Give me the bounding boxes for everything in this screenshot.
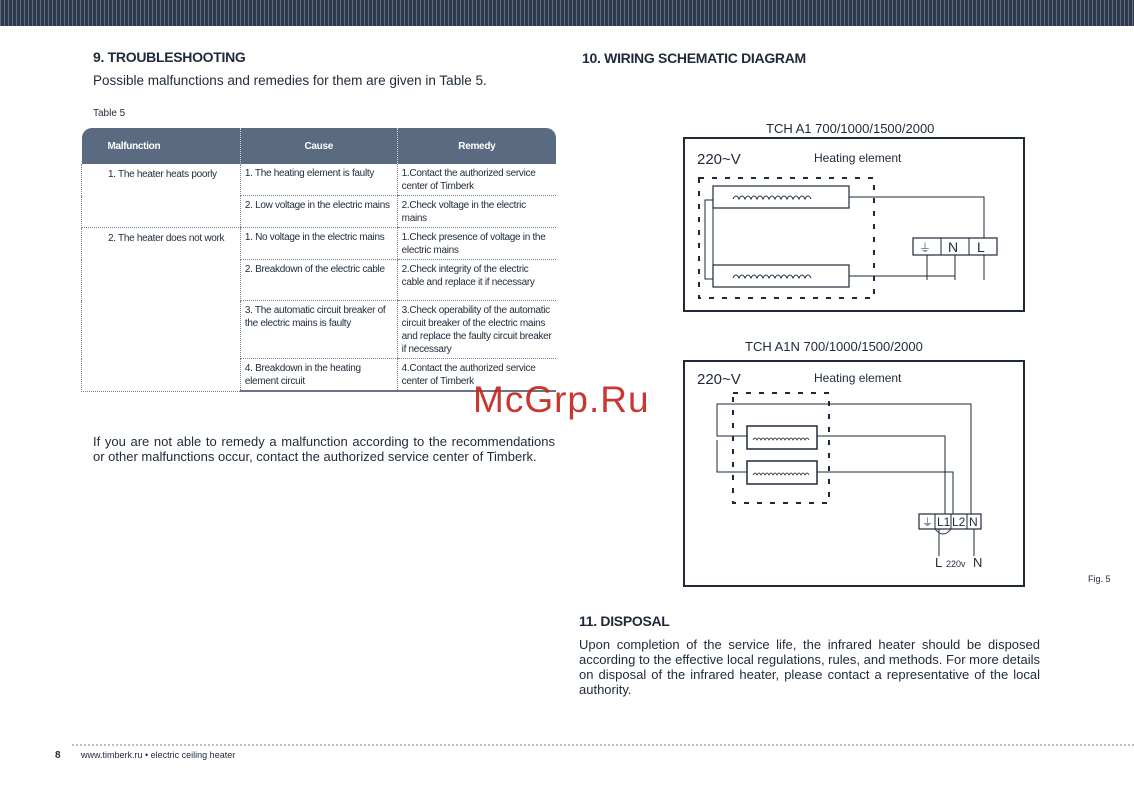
watermark-logo: McGrp.Ru (473, 379, 650, 420)
ground-icon: ⏚ (919, 241, 932, 255)
table-header-row (82, 128, 557, 164)
malfunction-cell: 1. The heater heats poorly (82, 164, 241, 228)
cause-cell: 4. Breakdown in the heating element circuit (240, 359, 397, 392)
table-row (82, 228, 557, 260)
cause-cell: 2. Breakdown of the electric cable (240, 260, 397, 301)
wiring-heading: 10. WIRING SCHEMATIC DIAGRAM (582, 50, 806, 66)
terminal-n: N (948, 239, 959, 255)
column-header-cause: Cause (240, 128, 397, 164)
remedy-cell: 4.Contact the authorized service center of Timberk (397, 359, 556, 392)
troubleshooting-heading: 9. TROUBLESHOOTING (93, 49, 246, 65)
page-number: 8 (55, 750, 61, 761)
wiring-diagram-2 (683, 360, 1025, 587)
cause-cell: 3. The automatic circuit breaker of the electric mains is faulty (240, 301, 397, 359)
disposal-text: Upon completion of the service life, the infrared heater should be disposed according to the effective local regulations, rules, and methods. For more details on disposal of the infrared heater, please contact a representative of the local authority. (579, 637, 1040, 697)
supply-voltage-label: 220v (946, 559, 966, 569)
wiring-diagram-1 (683, 137, 1025, 312)
column-header-remedy: Remedy (397, 128, 556, 164)
terminal-l2: L2 (952, 515, 966, 529)
diagram1-element-label: Heating element (814, 151, 902, 165)
remedy-cell: 1.Check presence of voltage in the electric mains (397, 228, 556, 260)
supply-n-label: N (973, 555, 983, 570)
terminal-l: L (977, 239, 985, 255)
diagram1-title: TCH A1 700/1000/1500/2000 (766, 121, 935, 136)
remedy-cell: 2.Check voltage in the electric mains (397, 196, 556, 228)
diagram2-element-label: Heating element (814, 371, 902, 385)
table-caption: Table 5 (93, 108, 126, 119)
table-row (82, 164, 557, 196)
cause-cell: 1. The heating element is faulty (240, 164, 397, 196)
service-note: If you are not able to remedy a malfunction according to the recommendations or other malfunctions occur, contact the authorized service center of Timberk. (93, 434, 555, 464)
terminal-l1: L1 (937, 515, 951, 529)
footer-text: www.timberk.ru • electric ceiling heater (81, 750, 236, 760)
figure-label: Fig. 5 (1088, 574, 1111, 584)
footer-divider (72, 744, 1134, 746)
ground-icon: ⏚ (922, 517, 933, 529)
remedy-cell: 2.Check integrity of the electric cable and replace it if necessary (397, 260, 556, 301)
supply-l-label: L (935, 555, 943, 570)
diagram2-title: TCH A1N 700/1000/1500/2000 (745, 339, 923, 354)
top-decorative-bar (0, 0, 1134, 26)
remedy-cell: 3.Check operability of the automatic circuit breaker of the electric mains and replace the faulty circuit breaker if necessary (397, 301, 556, 359)
terminal-n: N (969, 515, 978, 529)
malfunction-cell: 2. The heater does not work (82, 228, 241, 392)
malfunction-table (81, 128, 556, 392)
diagram1-voltage: 220~V (697, 151, 741, 168)
troubleshooting-intro: Possible malfunctions and remedies for them are given in Table 5. (93, 73, 487, 88)
disposal-heading: 11. DISPOSAL (579, 613, 670, 629)
diagram2-voltage: 220~V (697, 371, 741, 388)
remedy-cell: 1.Contact the authorized service center of Timberk (397, 164, 556, 196)
column-header-malfunction: Malfunction (82, 128, 241, 164)
cause-cell: 1. No voltage in the electric mains (240, 228, 397, 260)
cause-cell: 2. Low voltage in the electric mains (240, 196, 397, 228)
